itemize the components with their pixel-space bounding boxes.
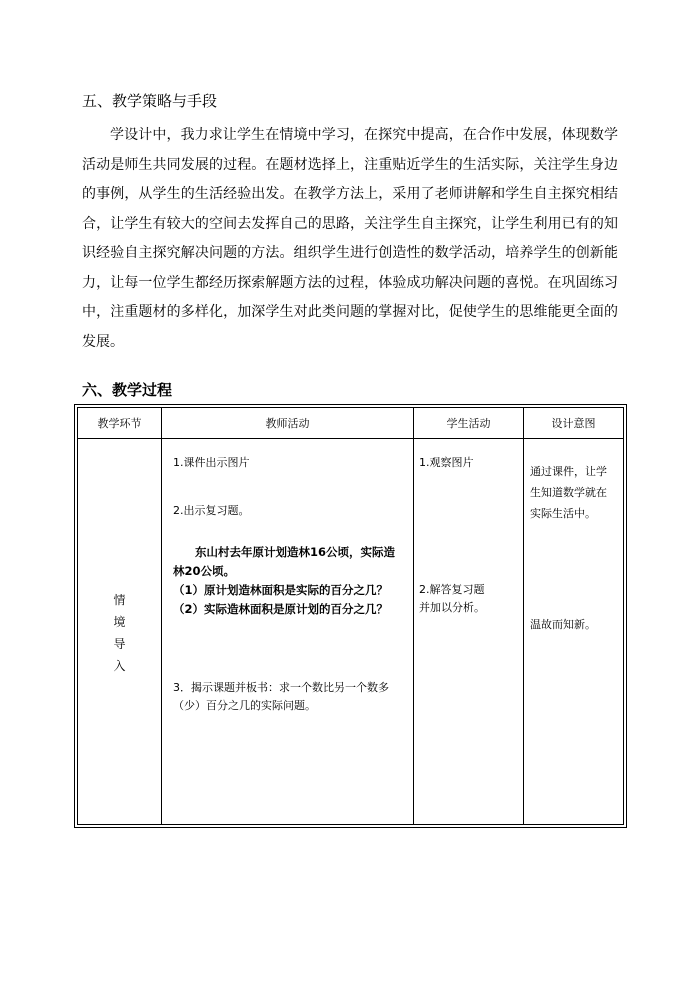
stage-char: 入 [113, 659, 126, 673]
design-intent-cell [524, 439, 624, 825]
teacher-item-2: 2.出示复习题。 [173, 504, 250, 517]
design-item-2: 温故而知新。 [530, 618, 596, 631]
strategy-paragraph: 学设计中，我力求让学生在情境中学习，在探究中提高，在合作中发展，体现数学活动是师生共同发展的过程。在题材选择上，注重贴近学生的生活实际，关注学生身边的事例，从学生的生活经验出发。在教学方法上，采用了老师讲解和学生自主探究相结合，让学生有较大的空间去发挥自己的思路，关注学生自主探究，让学生利用已有的知识经验自主探究解决问题的方法。组织学生进行创造性的数学活动，培养学生的创新能力，让每一位学生都经历探索解题方法的过程，体验成功解决问题的喜悦。在巩固练习中，注重题材的多样化，加深学生对此类问题的掌握对比，促使学生的思维能更全面的发展。 [82, 127, 618, 350]
stage-char: 导 [113, 637, 126, 651]
review-problem [173, 543, 405, 619]
stage-label [78, 589, 161, 677]
header-student-activity: 学生活动 [414, 408, 524, 439]
student-item-2 [419, 581, 519, 617]
stage-char: 情 [113, 593, 126, 607]
teacher-activity-cell [162, 439, 414, 825]
header-teacher-activity: 教师活动 [162, 408, 414, 439]
design-item-1: 通过课件，让学生知道数学就在实际生活中。 [530, 465, 607, 520]
student-item-1: 1.观察图片 [419, 456, 474, 469]
teacher-item-3: 3．揭示课题并板书：求一个数比另一个数多（少）百分之几的实际问题。 [173, 681, 389, 712]
teaching-process-table-frame [74, 404, 627, 828]
student-activity-cell [414, 439, 524, 825]
table-row [78, 439, 624, 825]
section-5-heading: 五、教学策略与手段 [82, 92, 218, 110]
teaching-process-table [77, 407, 624, 825]
review-question-2: （2）实际造林面积是原计划的百分之几？ [173, 602, 388, 616]
student-item-2-line2: 并加以分析。 [419, 601, 485, 614]
stage-char: 境 [113, 615, 126, 629]
teacher-item-1: 1.课件出示图片 [173, 456, 250, 469]
table-header-row [78, 408, 624, 439]
header-stage: 教学环节 [78, 408, 162, 439]
header-design-intent: 设计意图 [524, 408, 624, 439]
student-item-2-line1: 2.解答复习题 [419, 583, 485, 596]
stage-cell [78, 439, 162, 825]
review-problem-statement: 东山村去年原计划造林16公顷，实际造林20公顷。 [173, 545, 396, 578]
section-6-heading: 六、教学过程 [82, 381, 173, 399]
review-question-1: （1）原计划造林面积是实际的百分之几？ [173, 583, 388, 597]
